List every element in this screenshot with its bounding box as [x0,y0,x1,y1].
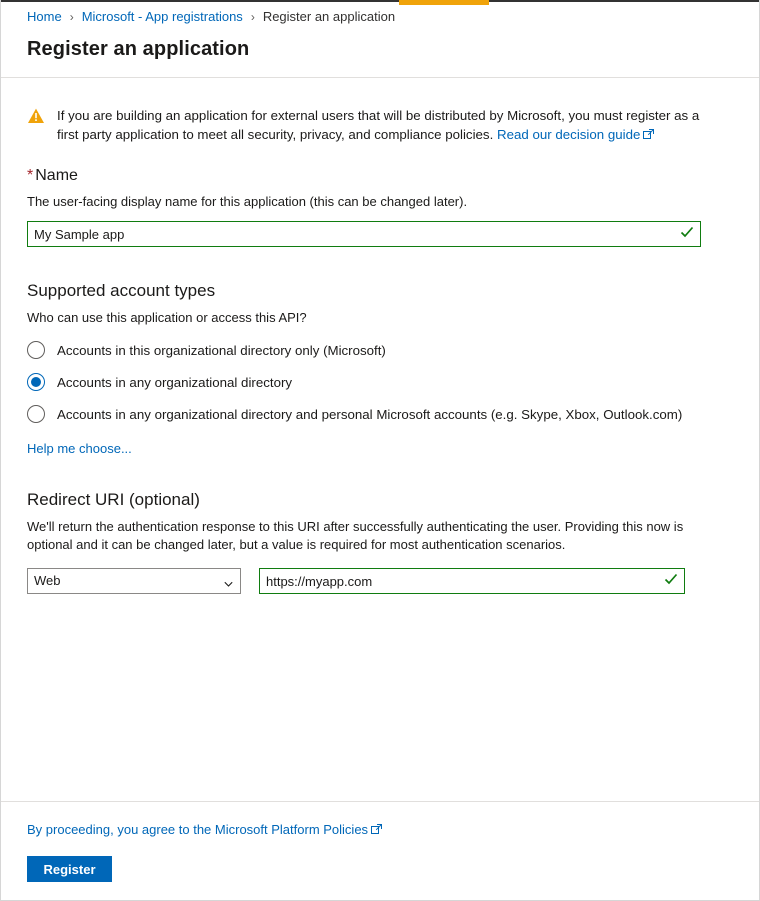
decision-guide-link[interactable]: Read our decision guide [496,127,641,142]
radio-label: Accounts in this organizational directory only (Microsoft) [57,342,386,358]
top-accent-strip [1,0,759,5]
breadcrumb-item-home[interactable]: Home [27,9,62,24]
platform-policies-line [27,822,733,838]
redirect-type-select-wrap [27,568,241,594]
breadcrumb [1,5,759,32]
name-label-text: Name [35,167,78,184]
page-title: Register an application [27,38,250,60]
name-field-label [27,167,733,185]
supported-account-types-heading: Supported account types [27,281,216,300]
breadcrumb-separator-icon: › [69,9,74,24]
radio-label: Accounts in any organizational directory [57,374,293,390]
orange-accent-tab [399,0,489,5]
required-marker: * [27,167,34,184]
breadcrumb-separator-icon: › [250,9,255,24]
radio-label: Accounts in any organizational directory and personal Microsoft accounts (e.g. Skype, Xbox, Outlook.com) [57,406,683,422]
name-input[interactable] [27,221,701,247]
name-input-wrap [27,221,701,247]
radio-option-multi-tenant[interactable] [27,373,733,391]
name-field-description: The user-facing display name for this application (this can be changed later). [27,194,468,209]
radio-icon[interactable] [27,405,45,423]
redirect-uri-heading: Redirect URI (optional) [27,490,200,509]
radio-option-single-tenant[interactable] [27,341,733,359]
radio-option-multi-tenant-and-personal[interactable] [27,405,733,423]
redirect-uri-input-wrap [259,568,685,594]
platform-policies-link[interactable]: By proceeding, you agree to the Microsoft Platform Policies [27,822,369,837]
notice-message: If you are building an application for external users that will be distributed by Microsoft, you must register as a first party application to meet all security, privacy, and compliance policies. [57,108,700,142]
form-body [1,78,759,801]
external-link-icon [371,823,382,838]
title-bar [1,32,759,78]
radio-icon[interactable] [27,341,45,359]
account-types-radio-group [27,341,733,423]
external-link-icon [643,126,654,145]
first-party-notice [27,106,717,145]
supported-account-types-description: Who can use this application or access this API? [27,310,307,325]
form-footer [1,801,759,900]
breadcrumb-item-app-registrations[interactable]: Microsoft - App registrations [81,9,243,24]
redirect-type-select[interactable]: Web [27,568,241,594]
radio-icon-selected[interactable] [27,373,45,391]
redirect-uri-row [27,568,733,594]
notice-text [57,106,717,145]
help-me-choose-link[interactable]: Help me choose... [27,441,132,456]
register-button[interactable]: Register [27,856,112,882]
redirect-uri-input[interactable] [259,568,685,594]
warning-icon [27,107,45,128]
redirect-uri-description: We'll return the authentication response to this URI after successfully authenticating the user. Providing this now is optional and it can be changed later, but a value is required for most authentication scenarios. [27,519,684,552]
breadcrumb-item-current: Register an application [262,9,396,24]
top-dark-bar [1,0,759,2]
